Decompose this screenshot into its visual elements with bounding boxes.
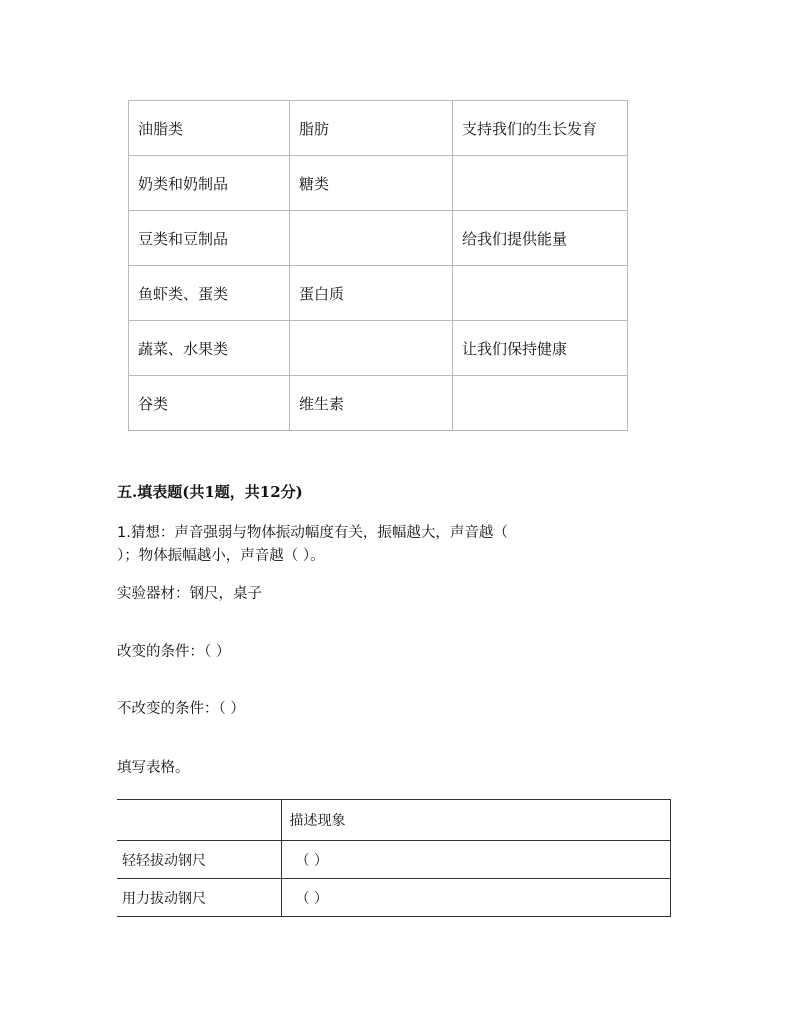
table-cell-nutrient: 脂肪 bbox=[290, 101, 453, 156]
table-row bbox=[129, 156, 628, 211]
table-row bbox=[129, 211, 628, 266]
table-cell-nutrient bbox=[290, 321, 453, 376]
unchanged-condition: 不改变的条件：（ ） bbox=[117, 701, 245, 717]
table-cell-food: 谷类 bbox=[129, 376, 290, 431]
table-cell-function: 让我们保持健康 bbox=[453, 321, 628, 376]
table-cell-food: 鱼虾类、蛋类 bbox=[129, 266, 290, 321]
food-nutrient-table bbox=[128, 100, 628, 431]
table-cell-nutrient: 糖类 bbox=[290, 156, 453, 211]
table-row bbox=[129, 376, 628, 431]
question-text bbox=[117, 522, 557, 568]
table-cell-function bbox=[453, 376, 628, 431]
fill-table-instruction: 填写表格。 bbox=[117, 760, 190, 776]
table-cell-food: 奶类和奶制品 bbox=[129, 156, 290, 211]
table-row bbox=[117, 879, 670, 917]
table-cell-answer-blank: （ ） bbox=[281, 879, 670, 917]
table-cell-function: 给我们提供能量 bbox=[453, 211, 628, 266]
table-cell-nutrient: 蛋白质 bbox=[290, 266, 453, 321]
table-cell-function: 支持我们的生长发育 bbox=[453, 101, 628, 156]
table-cell-nutrient: 维生素 bbox=[290, 376, 453, 431]
section-heading: 五.填表题(共1题，共12分) bbox=[117, 483, 303, 501]
table-header-description: 描述现象 bbox=[281, 800, 670, 841]
table-cell-food: 蔬菜、水果类 bbox=[129, 321, 290, 376]
question-line-2: ）；物体振幅越小，声音越（ ）。 bbox=[117, 548, 325, 564]
experiment-materials: 实验器材：钢尺，桌子 bbox=[117, 586, 262, 602]
table-row bbox=[129, 321, 628, 376]
table-cell-answer-blank: （ ） bbox=[281, 841, 670, 879]
table-header-row bbox=[117, 800, 670, 841]
table-cell-food: 油脂类 bbox=[129, 101, 290, 156]
table-row bbox=[129, 101, 628, 156]
changed-condition: 改变的条件：（ ） bbox=[117, 644, 231, 660]
table-cell-function bbox=[453, 156, 628, 211]
table-cell-nutrient bbox=[290, 211, 453, 266]
table-cell-function bbox=[453, 266, 628, 321]
table-cell-action: 用力拔动钢尺 bbox=[117, 879, 281, 917]
table-cell-food: 豆类和豆制品 bbox=[129, 211, 290, 266]
table-row bbox=[129, 266, 628, 321]
question-line-1: 1.猜想：声音强弱与物体振动幅度有关，振幅越大，声音越（ bbox=[117, 525, 508, 541]
observation-table bbox=[117, 799, 671, 917]
table-header-empty bbox=[117, 800, 281, 841]
table-cell-action: 轻轻拔动钢尺 bbox=[117, 841, 281, 879]
table-row bbox=[117, 841, 670, 879]
